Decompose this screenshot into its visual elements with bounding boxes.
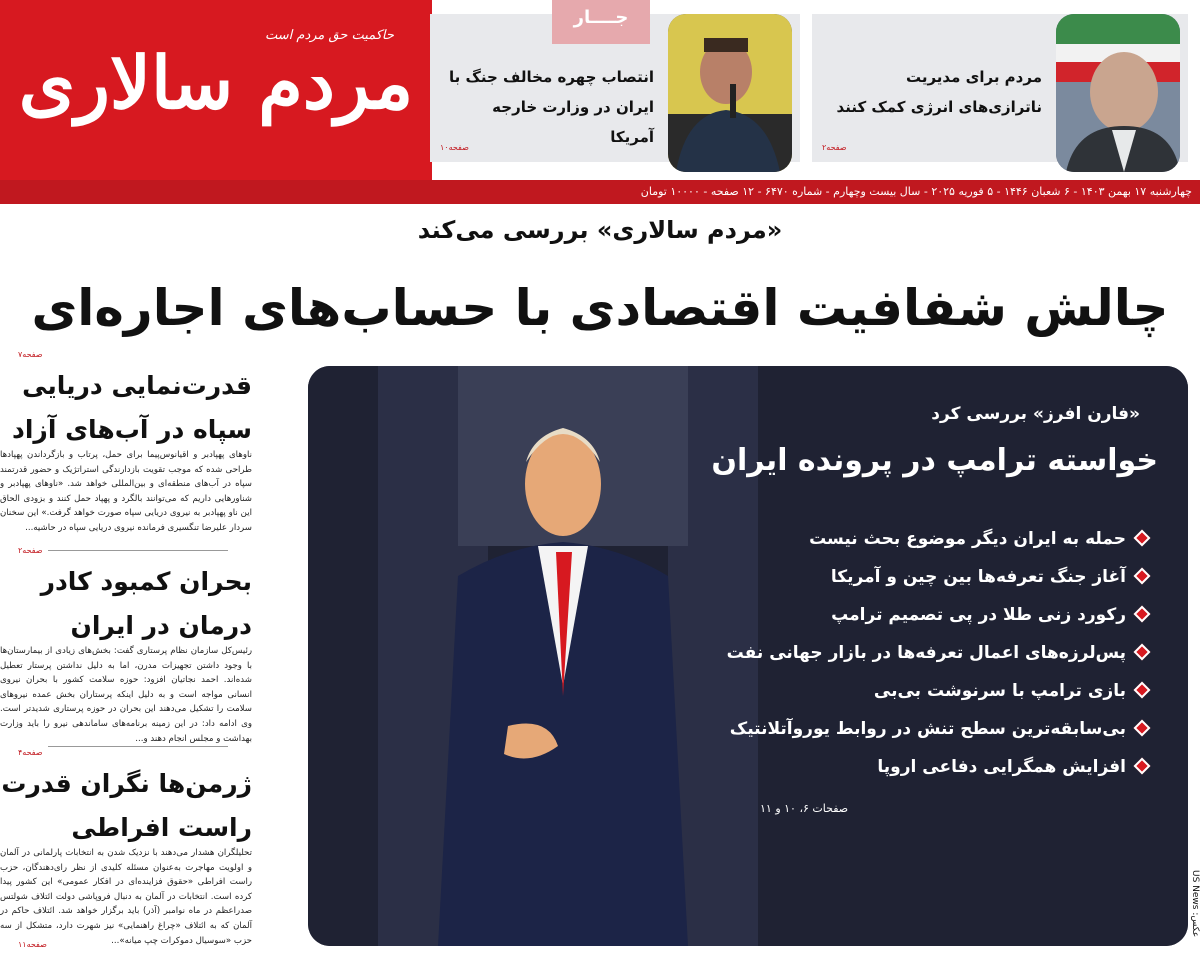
hero-page-ref: صفحات ۶، ۱۰ و ۱۱ (760, 802, 849, 815)
hero-story[interactable] (308, 366, 1188, 946)
main-headline[interactable]: چالش شفافیت اقتصادی با حساب‌های اجاره‌ای (31, 279, 1169, 337)
red-diamond-bullet-icon (1134, 568, 1151, 585)
teaser-page-ref: صفحه۲ (822, 143, 847, 152)
hero-bullet-text: بی‌سابقه‌ترین سطح تنش در روابط یوروآتلانتیک (729, 719, 1126, 739)
side-story-nurses[interactable] (0, 540, 300, 750)
jaar-label: جــــار (552, 0, 650, 44)
side-page-ref: صفحه۴ (18, 748, 43, 757)
red-diamond-bullet-icon (1134, 606, 1151, 623)
side-page-ref: صفحه۷ (18, 350, 43, 359)
hero-bullet-text: بازی ترامپ با سرنوشت بی‌بی (873, 681, 1126, 701)
side-title: قدرت‌نمایی دریایی سپاه در آب‌های آزاد (12, 371, 252, 444)
side-title: بحران کمبود کادر درمان در ایران (40, 567, 252, 640)
side-page-ref: صفحه۱۱ (18, 940, 47, 949)
side-title: ژرمن‌ها نگران قدرت راست افراطی (1, 769, 252, 842)
red-diamond-bullet-icon (1134, 682, 1151, 699)
teaser-headline: مردم برای مدیریت ناترازی‌های انرژی کمک کنند (836, 68, 1042, 116)
teaser-energy[interactable] (812, 14, 1188, 162)
hero-bullet (727, 520, 1148, 558)
portrait-icon (1056, 14, 1180, 172)
red-diamond-bullet-icon (1134, 530, 1151, 547)
side-body: ناوهای پهپادبر و اقیانوس‌پیما برای حمل، پرتاب و بازگرداندن پهپادها طراحی شده که موجب تقویت بازدارندگی استراتژیک و حضور قدرتمند سپاه در آب‌های منطقه‌ای و بین‌المللی خواهد شد. «ناوهای پهپادبر و شناورهایی داریم که می‌توانند بالگرد و پهپاد حمل کنند و بزودی الحاق این ناو پهپادبر به نیروی دریایی سپاه صورت خواهد گرفت.» این سخنان سردار علیرضا تنگسیری فرمانده نیروی دریایی سپاه در حاشیه... (0, 450, 252, 533)
teaser-photo-official (668, 14, 792, 172)
side-body: تحلیلگران هشدار می‌دهند با نزدیک شدن به انتخابات پارلمانی در آلمان و اولویت مهاجرت به‌عنوان مسئله کلیدی از نظر رای‌دهندگان، حزب راست افراطی «حقوق فزاینده‌ای در افکار عمومی» این کشور پیدا کرده است. انتخابات در آلمان به دنبال فروپاشی دولت ائتلاف شولتس صدراعظم در ماه نوامبر (آذر) باید برگزار خواهد شد. ائتلاف حاکم در آلمان که به ائتلاف «چراغ راهنمایی» نیز شهرت دارد، متشکل از سه حزب «سوسیال دموکرات چپ میانه»... (0, 848, 252, 946)
hero-bullet-text: پس‌لرزه‌های اعمال تعرفه‌ها در بازار جهانی نفت (726, 643, 1126, 663)
masthead-logo: مردم سالاری (18, 40, 414, 125)
red-diamond-bullet-icon (1134, 644, 1151, 661)
dateline: چهارشنبه ۱۷ بهمن ۱۴۰۳ - ۶ شعبان ۱۴۴۶ - ۵ فوریه ۲۰۲۵ - سال بیست وچهارم - شماره ۶۴۷۰ - ۱۲ صفحه - ۱۰۰۰۰ تومان (0, 180, 1200, 204)
masthead (0, 0, 432, 180)
hero-bullet (727, 672, 1148, 710)
teaser-page-ref: صفحه۱۰ (440, 143, 469, 152)
teaser-headline: انتصاب چهره مخالف جنگ با ایران در وزارت خارجه آمریکا (449, 68, 654, 146)
hero-title: خواسته ترامپ در پرونده ایران (711, 443, 1158, 478)
red-diamond-bullet-icon (1134, 720, 1151, 737)
hero-kicker: «فارن افرز» بررسی کرد (931, 404, 1140, 424)
hero-bullet (727, 748, 1148, 786)
photo-credit: عکس: US News (1190, 870, 1200, 938)
red-diamond-bullet-icon (1134, 758, 1151, 775)
hero-bullet-text: حمله به ایران دیگر موضوع بحث نیست (809, 529, 1126, 549)
side-story-navy[interactable] (0, 344, 300, 554)
side-page-ref: صفحه۲ (18, 546, 43, 555)
hero-bullet-list (727, 520, 1148, 786)
hero-bullet (727, 710, 1148, 748)
main-kicker: «مردم سالاری» بررسی می‌کند (417, 216, 783, 244)
portrait-icon (668, 14, 792, 172)
hero-bullet-text: آغاز جنگ تعرفه‌ها بین چین و آمریکا (830, 567, 1126, 587)
masthead-tagline: حاکمیت حق مردم است (265, 28, 394, 43)
hero-bullet (727, 558, 1148, 596)
side-story-germany[interactable] (0, 742, 300, 952)
teaser-photo-president (1056, 14, 1180, 172)
hero-bullet (727, 634, 1148, 672)
hero-bullet (727, 596, 1148, 634)
side-body: رئیس‌کل سازمان نظام پرستاری گفت: بخش‌های زیادی از بیمارستان‌ها با وجود داشتن تجهیزات مدرن، اما به دلیل نداشتن پرستار تعطیل شده‌اند. احمد نجاتیان افزود: حوزه سلامت کشور با بحران نیروی انسانی مواجه است و به دلیل اینکه پرستاران بخش عمده نیروهای سلامت را تشکیل می‌دهند این بحران در حوزه پرستاری شدیدتر است. وی ادامه داد: در این زمینه برنامه‌های ساماندهی نیرو را باید وزارت بهداشت و مجلس انجام دهند و... (0, 646, 252, 744)
hero-bullet-text: رکورد زنی طلا در پی تصمیم ترامپ (831, 605, 1126, 625)
hero-bullet-text: افزایش همگرایی دفاعی اروپا (877, 757, 1126, 777)
